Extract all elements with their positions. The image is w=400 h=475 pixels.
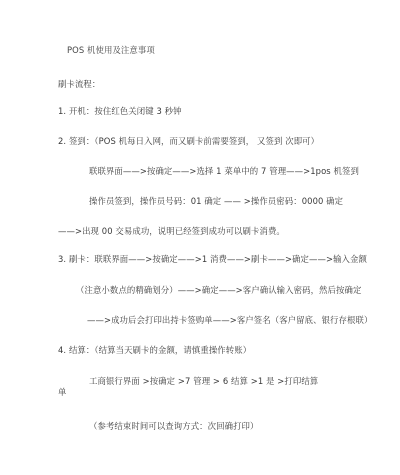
document-title: POS 机使用及注意事项 — [67, 45, 155, 55]
sign-in-detail-2: 操作员签到，操作员号码：01 确定 —— >操作员密码：0000 确定 — [89, 196, 344, 206]
settlement-detail-1: 工商银行界面 >按确定 >7 管理 > 6 结算 >1 是 >打印结算 — [89, 376, 319, 386]
step-sign-in: 2. 签到：（POS 机每日入网，而又刷卡前需要签到， 又签到 次即可） — [58, 136, 320, 146]
step-power-on: 1. 开机：按住红色关闭键 3 秒钟 — [58, 106, 182, 116]
section-heading: 刷卡流程： — [58, 79, 101, 89]
sign-in-detail-1: 联联界面——>按确定——>选择 1 菜单中的 7 管理——>1pos 机签到 — [89, 166, 359, 176]
swipe-detail-1: （注意小数点的精确划分）——>确定——>客户确认输入密码，然后按确定 — [76, 285, 362, 295]
swipe-detail-2: ——>成功后会打印出持卡签购单——>客户签名（客户留底、银行存根联） — [87, 315, 373, 325]
step-settlement: 4. 结算：（结算当天刷卡的金额，请慎重操作转账） — [58, 345, 252, 355]
settlement-detail-1-wrap: 单 — [58, 387, 67, 397]
step-swipe-card: 3. 刷卡：联联界面——>按确定——>1 消费——>刷卡——>确定——>输入金额 — [58, 254, 367, 264]
settlement-detail-2: （参考结束时间可以查询方式：次回确打印） — [89, 421, 259, 431]
sign-in-detail-3: ——>出现 00 交易成功，说明已经签到成功可以刷卡消费。 — [58, 226, 285, 236]
